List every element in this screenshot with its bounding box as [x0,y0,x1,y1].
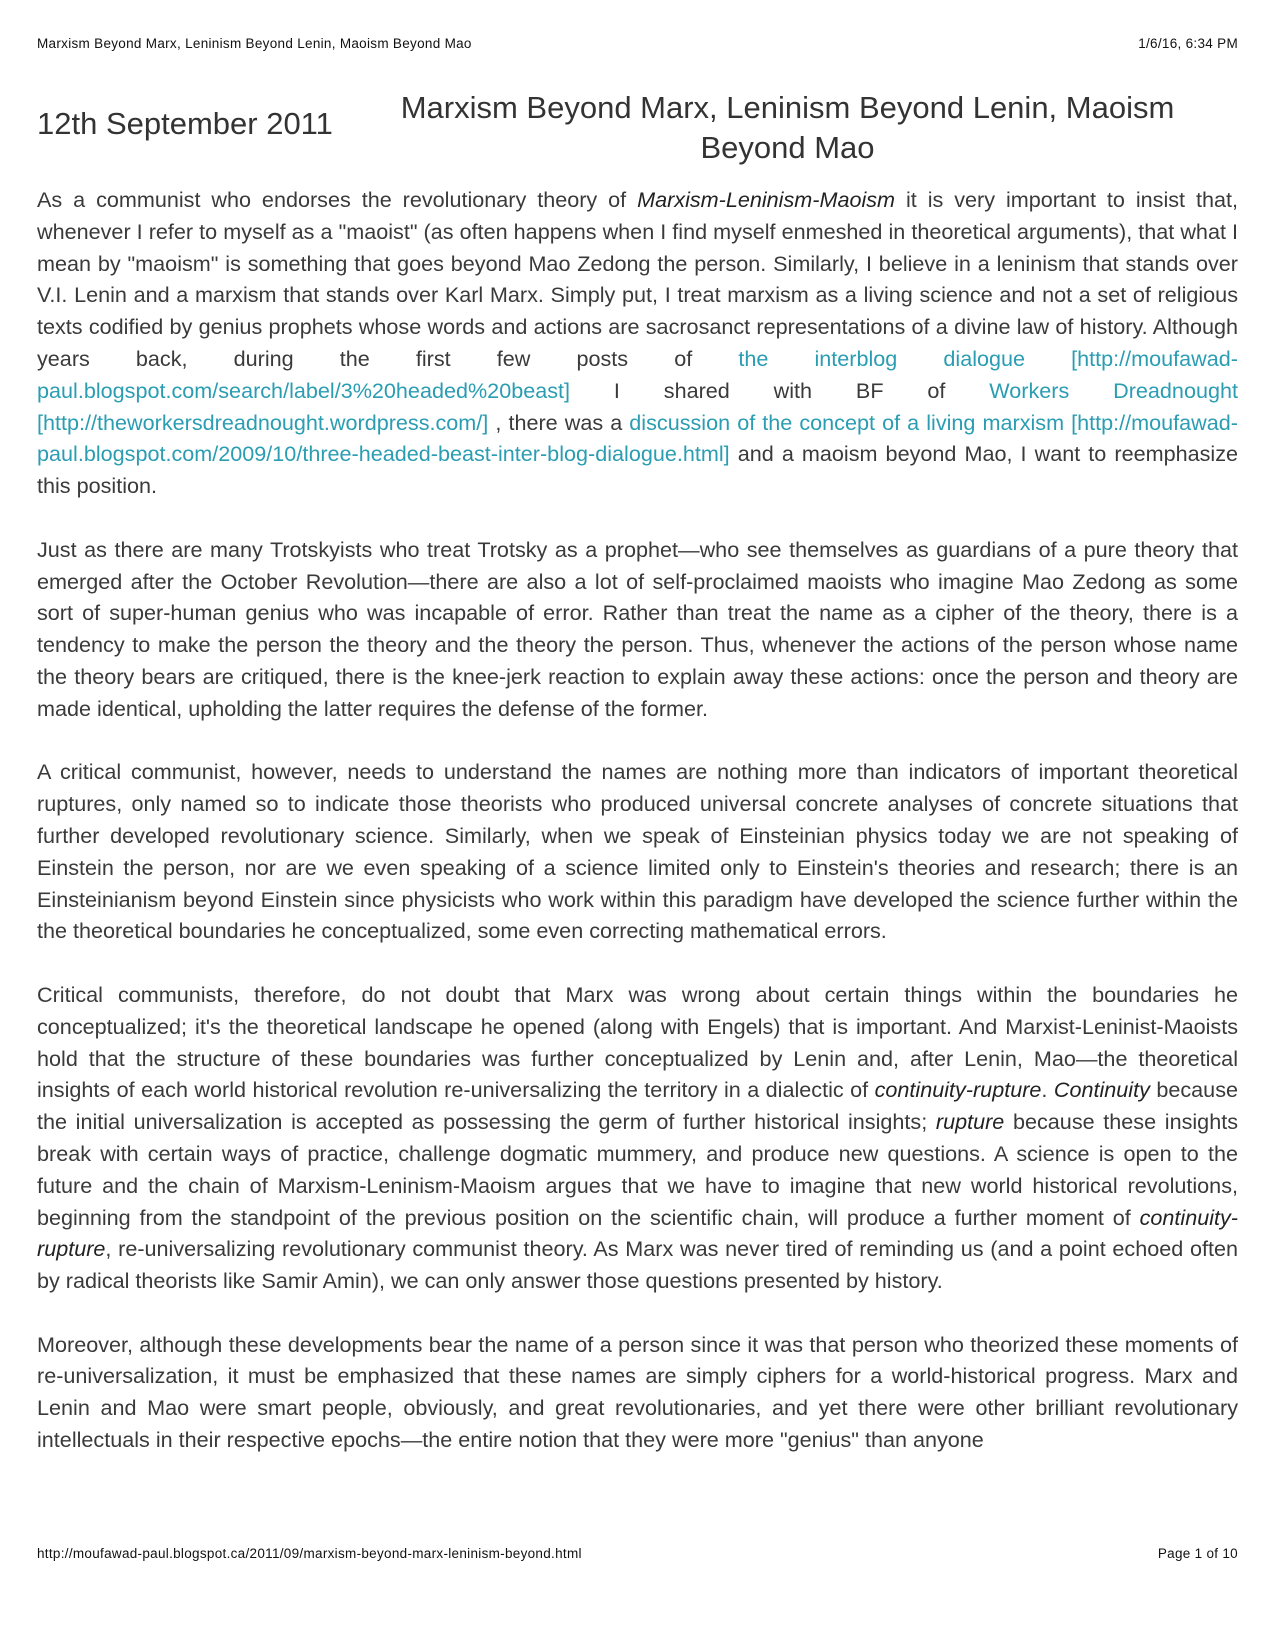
header-timestamp: 1/6/16, 6:34 PM [1138,36,1238,51]
emphasis-continuity-rupture: continuity-rupture [874,1077,1042,1103]
paragraph-5: Moreover, although these developments bear the name of a person since it was that person who theorized these moments of re-universalization, it must be emphasized that these names are simply ciphers for a world-historical progress. Marx and Lenin and Mao were smart people, obviously, and great revolutionaries, and yet there were other brilliant revolutionary intellectuals in their respective epochs—the entire notion that they were more "genius" than anyone [37,1331,1238,1453]
print-footer [37,1546,1238,1561]
post-title: Marxism Beyond Marx, Leninism Beyond Lenin, Maoism Beyond Mao [400,90,1175,165]
footer-page-number: Page 1 of 10 [1157,1546,1238,1561]
emphasis-mlm: Marxism-Leninism-Maoism [637,187,896,212]
paragraph-1: As a communist who endorses the revolutionary theory of Marxism-Leninism-Maoism it is very important to insist that, whenever I refer to myself as a "maoist" (as often happens when I find myself enmeshed in theoretical arguments), that what I mean by "maoism" is something that goes beyond Mao Zedong the person. Similarly, I believe in a leninism that stands over V.I. Lenin and a marxism that stands over Karl Marx. Simply put, I treat marxism as a living science and not a set of religious texts codified by genius prophets whose words and actions are sacrosanct representations of a divine law of history. Although years back, during the first few posts of the interblog dialogue [http://moufawad-paul.blogspot.com/search/label/3%20headed%20beast] I shared with BF of Workers Dreadnought [http://theworkersdreadnought.wordpress.com/] , there was a discussion of the concept of a living marxism [http://moufawad-paul.blogspot.com/2009/10/three-headed-beast-inter-blog-dialogue.html] and a maoism beyond Mao, I want to reemphasize this position. [37,187,1238,499]
emphasis-continuity-rupture-2: continuity-rupture [37,1204,1238,1262]
paragraph-2: Just as there are many Trotskyists who treat Trotsky as a prophet—who see themselves as guardians of a pure theory that emerged after the October Revolution—there are also a lot of self-proclaimed maoists who imagine Mao Zedong as some sort of super-human genius who was incapable of error. Rather than treat the name as a cipher of the theory, there is a tendency to make the person the theory and the theory the person. Thus, whenever the actions of the person whose name the theory bears are critiqued, there is the knee-jerk reaction to explain away these actions: once the person and theory are made identical, upholding the latter requires the defense of the former. [37,536,1238,721]
emphasis-continuity: Continuity [1053,1077,1150,1103]
footer-url: http://moufawad-paul.blogspot.ca/2011/09/marxism-beyond-marx-leninism-beyond.html [37,1546,582,1561]
post-body [37,184,1238,1488]
paragraph-4: Critical communists, therefore, do not doubt that Marx was wrong about certain things within the boundaries he conceptualized; it's the theoretical landscape he opened (along with Engels) that is important. And Marxist-Leninist-Maoists hold that the structure of these boundaries was further conceptualized by Lenin and, after Lenin, Mao—the theoretical insights of each world historical revolution re-universalizing the territory in a dialectic of continuity-rupture. Continuity because the initial universalization is accepted as possessing the germ of further historical insights; rupture because these insights break with certain ways of practice, challenge dogmatic mummery, and produce new questions. A science is open to the future and the chain of Marxism-Leninism-Maoism argues that we have to imagine that new world historical revolutions, beginning from the standpoint of the previous position on the scientific chain, will produce a further moment of continuity-rupture, re-universalizing revolutionary communist theory. As Marx was never tired of reminding us (and a point echoed often by radical theorists like Samir Amin), we can only answer those questions presented by history. [37,981,1238,1294]
link-living-marxism[interactable]: discussion of the concept of a living marxism [http://moufawad-paul.blogspot.com/2009/10/three-headed-beast-inter-blog-dialogue.html] [37,409,1238,467]
header-page-title: Marxism Beyond Marx, Leninism Beyond Lenin, Maoism Beyond Mao [37,36,472,51]
print-header [37,36,1238,51]
link-workers-dreadnought[interactable]: Workers Dreadnought [http://theworkersdreadnought.wordpress.com/] [37,377,1238,435]
paragraph-3: A critical communist, however, needs to understand the names are nothing more than indicators of important theoretical ruptures, only named so to indicate those theorists who produced universal concrete analyses of concrete situations that further developed revolutionary science. Similarly, when we speak of Einsteinian physics today we are not speaking of Einstein the person, nor are we even speaking of a science limited only to Einstein's theories and research; there is an Einsteinianism beyond Einstein since physicists who work within this paradigm have developed the science further within the the theoretical boundaries he conceptualized, some even correcting mathematical errors. [37,759,1238,944]
emphasis-rupture: rupture [935,1109,1005,1135]
post-date: 12th September 2011 [37,106,333,141]
link-interblog-dialogue[interactable]: the interblog dialogue [http://moufawad-paul.blogspot.com/search/label/3%20headed%20beast] [37,345,1238,403]
